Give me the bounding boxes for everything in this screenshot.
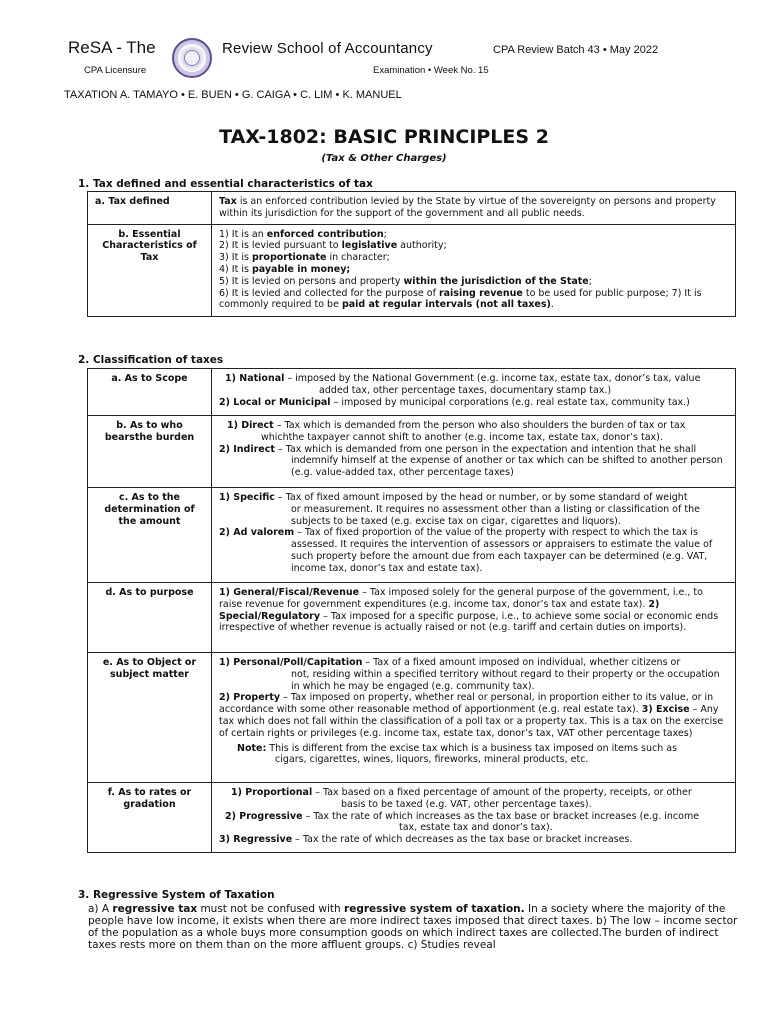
tax-defined-table <box>87 191 736 317</box>
row-content: 1) General/Fiscal/Revenue – Tax imposed solely for the general purpose of the government, i.e., to raise revenue for government expenditures (e.g. income tax, donor’s tax and estate tax). 2) Special/Regulatory – Tax imposed for a specific purpose, i.e., to achieve some social or economic ends irrespective of whether revenue is actually raised or not (e.g. tariff and certain duties on imports). <box>212 583 736 653</box>
row-content: 1) Proportional – Tax based on a fixed percentage of amount of the property, receipts, or other basis to be taxed (e.g. VAT, other percentage taxes). 2) Progressive – Tax the rate of which increases as the tax base or bracket increases (e.g. income tax, estate tax and donor’s tax). 3) Regressive – Tax the rate of which decreases as the tax base or bracket increases. <box>212 783 736 853</box>
row-label: d. As to purpose <box>88 583 212 653</box>
section-1-heading: 1. Tax defined and essential characteristics of tax <box>78 178 373 190</box>
licensure-label: CPA Licensure <box>84 65 147 76</box>
document-header <box>0 0 768 110</box>
classification-table <box>87 368 736 853</box>
school-name: Review School of Accountancy <box>222 40 433 57</box>
table-row <box>88 653 736 783</box>
row-label: e. As to Object or subject matter <box>88 653 212 783</box>
row-content <box>212 192 736 225</box>
row-content: 1) National – imposed by the National Government (e.g. income tax, estate tax, donor’s tax, value added tax, other percentage taxes, documentary stamp tax.) 2) Local or Municipal – imposed by municipal corporations (e.g. real estate tax, community tax.) <box>212 369 736 416</box>
review-batch: CPA Review Batch 43 • May 2022 <box>493 44 659 56</box>
row-label: b. Essential Characteristics of Tax <box>88 224 212 316</box>
row-label: c. As to the determination of the amount <box>88 488 212 583</box>
table-row <box>88 192 736 225</box>
page-subtitle: (Tax & Other Charges) <box>321 153 447 164</box>
school-seal-icon <box>172 38 212 78</box>
term: Tax <box>219 196 237 207</box>
row-label: b. As to who bearsthe burden <box>88 416 212 488</box>
row-content: 1) It is an enforced contribution; 2) It is levied pursuant to legislative authority; 3) It is proportionate in character; 4) It is payable in money; 5) It is levied on persons and property within the jurisdiction of the State; 6) It is levied and collected for the purpose of raising revenue to be used for public purpose; 7) It is commonly required to be paid at regular intervals (not all taxes). <box>212 224 736 316</box>
text: is an enforced contribution levied by the State by virtue of the sovereignty on persons and property within its jurisdiction for the support of the government and all public needs. <box>219 196 716 219</box>
table-row <box>88 488 736 583</box>
section-3-paragraph: a) A regressive tax must not be confused with regressive system of taxation. In a society where the majority of the people have low income, it exists when there are more indirect taxes imposed that direct taxes. b) The low – income sector of the population as a whole buys more consumption goods on which indirect taxes are collected.The burden of indirect taxes rests more on them than on the more affluent groups. c) Studies reveal <box>88 903 738 951</box>
section-3-heading: 3. Regressive System of Taxation <box>78 889 275 901</box>
row-label: a. As to Scope <box>88 369 212 416</box>
exam-week: Examination • Week No. 15 <box>373 65 489 76</box>
brand-name: ReSA - The <box>68 38 156 57</box>
row-label: f. As to rates or gradation <box>88 783 212 853</box>
page-title: TAX-1802: BASIC PRINCIPLES 2 <box>219 126 549 148</box>
faculty-line: TAXATION A. TAMAYO • E. BUEN • G. CAIGA • C. LIM • K. MANUEL <box>64 89 402 101</box>
table-row <box>88 416 736 488</box>
table-row <box>88 369 736 416</box>
table-row <box>88 783 736 853</box>
row-content: 1) Personal/Poll/Capitation – Tax of a fixed amount imposed on individual, whether citizens or not, residing within a specified territory without regard to their property or the occupation in which he may be engaged (e.g. community tax). 2) Property – Tax imposed on property, whether real or personal, in proportion either to its value, or in accordance with some other reasonable method of apportionment (e.g. real estate tax). 3) Excise – Any tax which does not fall within the classification of a poll tax or a property tax. This is a tax on the exercise of certain rights or privileges (e.g. income tax, estate tax, donor’s tax, VAT other percentage taxes) Note: This is different from the excise tax which is a business tax imposed on items such as cigars, cigarettes, wines, liquors, fireworks, mineral products, etc. <box>212 653 736 783</box>
table-row <box>88 583 736 653</box>
table-row <box>88 224 736 316</box>
row-label: a. Tax defined <box>88 192 212 225</box>
section-2-heading: 2. Classification of taxes <box>78 354 224 366</box>
row-content: 1) Direct – Tax which is demanded from the person who also shoulders the burden of tax or tax whichthe taxpayer cannot shift to another (e.g. income tax, estate tax, donor’s tax). 2) Indirect – Tax which is demanded from one person in the expectation and intention that he shall indemnify himself at the expense of another or tax which can be shifted to another person (e.g. value-added tax, other percentage taxes) <box>212 416 736 488</box>
row-content: 1) Specific – Tax of fixed amount imposed by the head or number, or by some standard of weight or measurement. It requires no assessment other than a listing or classification of the subjects to be taxed (e.g. excise tax on cigar, cigarettes and liquors). 2) Ad valorem – Tax of fixed proportion of the value of the property with respect to which the tax is assessed. It requires the intervention of assessors or appraisers to estimate the value of such property before the amount due from each taxpayer can be determined (e.g. VAT, income tax, donor’s tax and estate tax). <box>212 488 736 583</box>
